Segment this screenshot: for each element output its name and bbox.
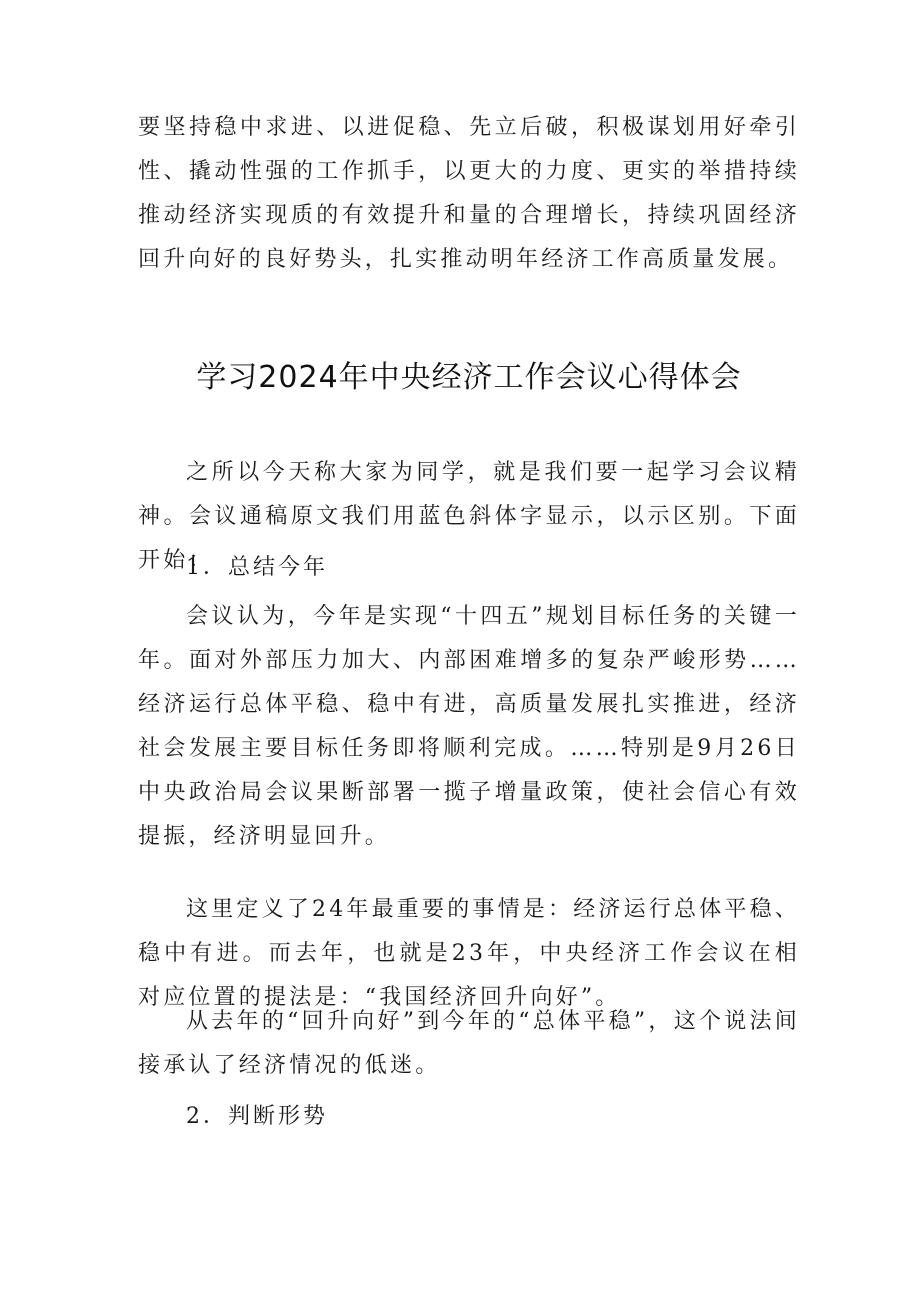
section-1-paragraph: 会议认为，今年是实现“十四五”规划目标任务的关键一年。面对外部压力加大、内部困难增多的复杂严峻形势……经济运行总体平稳、稳中有进，高质量发展扎实推进，经济社会发展主要目标任务即将顺利完成。……特别是9月26日中央政治局会议果断部署一揽子增量政策，使社会信心有效提振，经济明显回升。 <box>138 604 800 849</box>
analysis-paragraph-2: 从去年的“回升向好”到今年的“总体平稳”，这个说法间接承认了经济情况的低迷。 <box>138 1009 800 1078</box>
analysis-paragraph-1: 这里定义了24年最重要的事情是：经济运行总体平稳、稳中有进。而去年，也就是23年，中央经济工作会议在相对应位置的提法是：“我国经济回升向好”。 <box>138 897 800 1010</box>
opening-paragraph: 之所以今天称大家为同学，就是我们要一起学习会议精神。会议通稿原文我们用蓝色斜体字显示，以示区别。下面开始： <box>138 460 800 573</box>
section-1-heading: 1．总结今年 <box>186 555 328 580</box>
document-title: 学习2024年中央经济工作会议心得体会 <box>196 360 742 395</box>
section-2-heading: 2．判断形势 <box>186 1104 328 1129</box>
intro-paragraph: 要坚持稳中求进、以进促稳、先立后破，积极谋划用好牵引性、撬动性强的工作抓手，以更大的力度、更实的举措持续推动经济实现质的有效提升和量的合理增长，持续巩固经济回升向好的良好势头，扎实推动明年经济工作高质量发展。 <box>138 115 800 272</box>
